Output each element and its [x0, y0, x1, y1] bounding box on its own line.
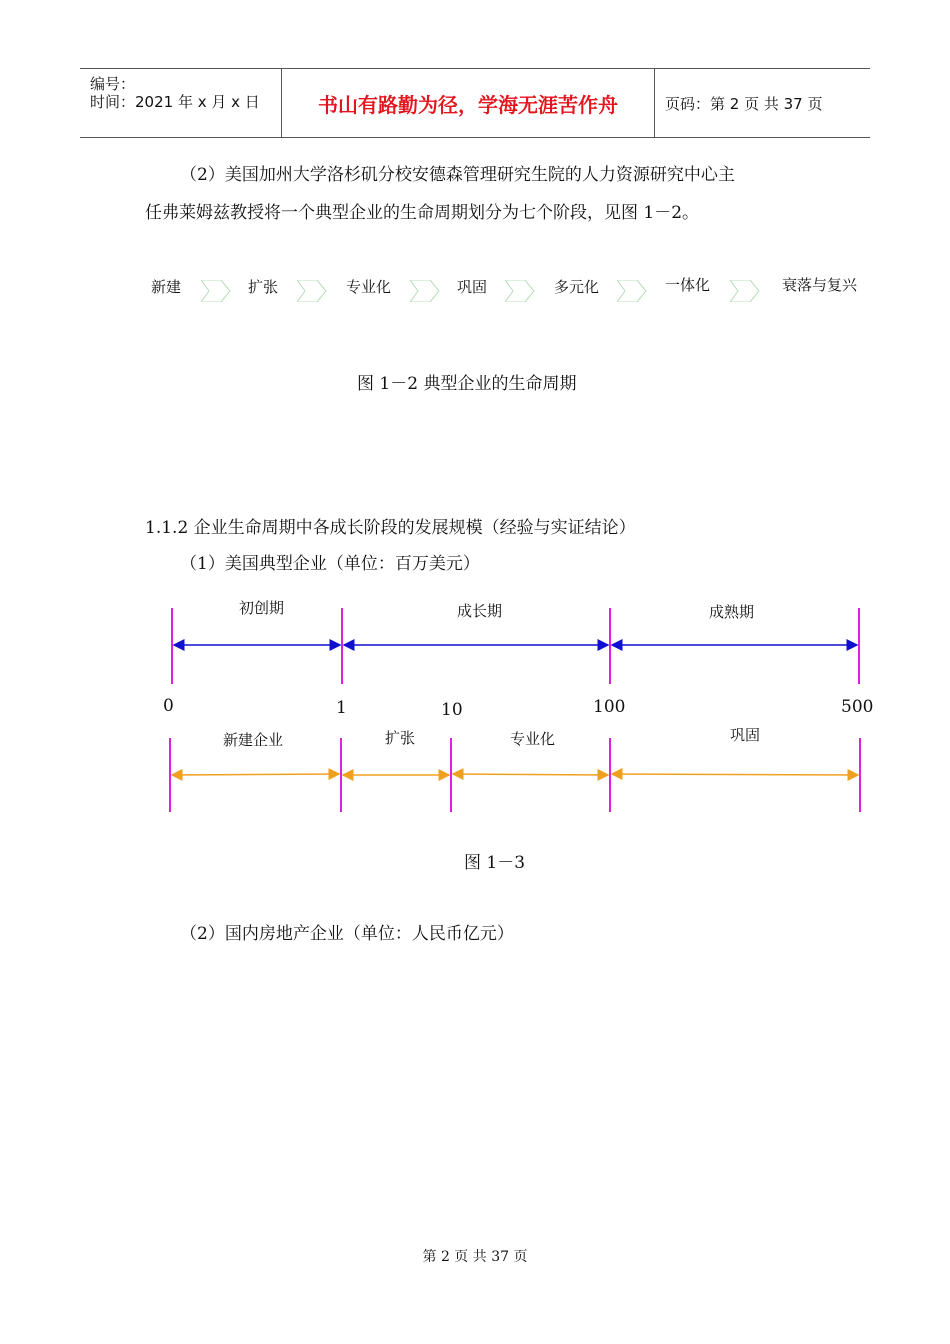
- phase-label: 成熟期: [709, 603, 755, 621]
- figure-1-2-caption: 图 1－2 典型企业的生命周期: [357, 374, 577, 394]
- subsection-2: （2）国内房地产企业（单位：人民币亿元）: [180, 924, 514, 944]
- stage-label: 多元化: [554, 278, 600, 296]
- figure-1-3-caption: 图 1－3: [464, 853, 526, 873]
- paragraph-line-2: 任弗莱姆兹教授将一个典型企业的生命周期划分为七个阶段，见图 1－2。: [145, 203, 700, 223]
- stage-label: 衰落与复兴: [782, 276, 858, 294]
- tick-value: 500: [841, 697, 874, 717]
- stage-arrow: [612, 774, 858, 775]
- page-code: 页码：第 2 页 共 37 页: [665, 94, 823, 113]
- paragraph-line-1: （2）美国加州大学洛杉矶分校安德森管理研究生院的人力资源研究中心主: [180, 165, 735, 185]
- section-heading: 1.1.2 企业生命周期中各成长阶段的发展规模（经验与实证结论）: [145, 518, 636, 538]
- stage-label: 专业化: [510, 730, 556, 748]
- tick-value: 10: [441, 700, 463, 720]
- stage-label: 扩张: [385, 729, 416, 747]
- tick-value: 0: [163, 696, 174, 716]
- motto: 书山有路勤为径，学海无涯苦作舟: [318, 92, 618, 117]
- stage-label: 巩固: [457, 278, 488, 296]
- stage-label: 新建企业: [223, 731, 284, 749]
- phase-label: 初创期: [239, 599, 285, 617]
- number-label: 编号：: [90, 75, 136, 93]
- stage-arrow: [453, 774, 608, 775]
- stage-label: 扩张: [248, 278, 279, 296]
- stage-label: 一体化: [665, 276, 711, 294]
- stage-label: 新建: [151, 278, 182, 296]
- stage-label: 专业化: [346, 278, 392, 296]
- date-label: 时间：2021 年 x 月 x 日: [90, 93, 260, 111]
- stage-arrow: [172, 774, 339, 775]
- tick-value: 100: [593, 697, 626, 717]
- stage-label: 巩固: [730, 726, 761, 744]
- subsection-1: （1）美国典型企业（单位：百万美元）: [180, 554, 480, 574]
- page-footer: 第 2 页 共 37 页: [422, 1249, 528, 1265]
- phase-label: 成长期: [457, 602, 503, 620]
- tick-value: 1: [336, 698, 347, 718]
